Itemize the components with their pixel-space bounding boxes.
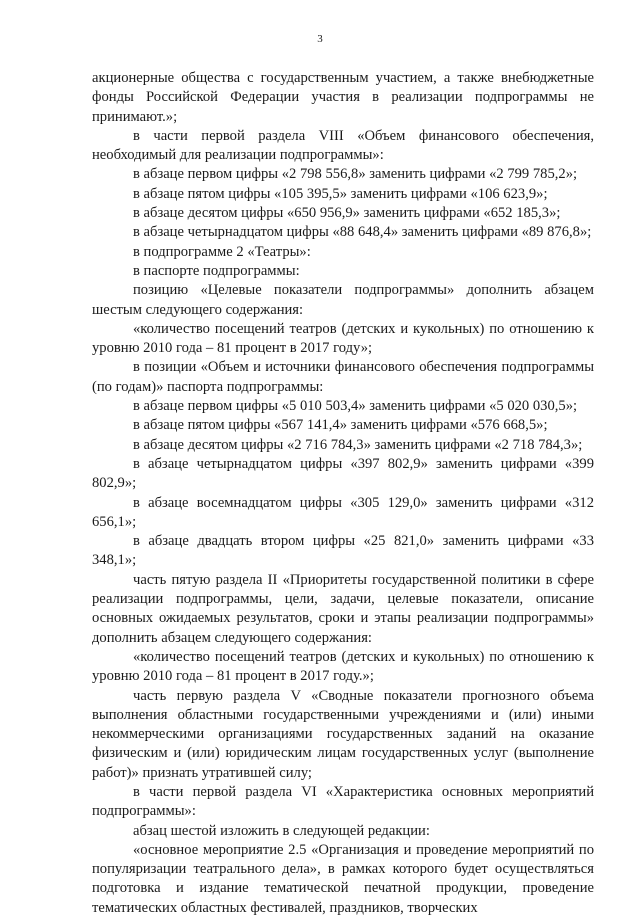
paragraph: в абзаце восемнадцатом цифры «305 129,0» заменить цифрами «312 656,1»; bbox=[92, 494, 594, 530]
paragraph: часть пятую раздела II «Приоритеты государственной политики в сфере реализации подпрограммы, цели, задачи, целевые показатели, описание основных ожидаемых результатов, сроки и этапы реализации подпрограммы» дополнить абзацем следующего содержания: bbox=[92, 571, 594, 646]
paragraph: в абзаце четырнадцатом цифры «88 648,4» заменить цифрами «89 876,8»; bbox=[133, 224, 592, 241]
paragraph: «основное мероприятие 2.5 «Организация и проведение мероприятий по популяризации театрального дела», в рамках которого будет осуществляться подготовка и издание тематической печатной продукции, проведение тематических областных фестивалей, праздников, творческих bbox=[92, 841, 594, 916]
paragraph: часть первую раздела V «Сводные показатели прогнозного объема выполнения областными государственными учреждениями и (или) иными некоммерческими организациями государственных заданий на оказание физическим и (или) юридическим лицам государственных услуг (выполнение работ)» признать утратившей силу; bbox=[92, 687, 594, 781]
paragraph: в абзаце первом цифры «2 798 556,8» заменить цифрами «2 799 785,2»; bbox=[133, 166, 578, 183]
document-body bbox=[92, 69, 594, 918]
paragraph: в части первой раздела VIII «Объем финансового обеспечения, необходимый для реализации подпрограммы»: bbox=[92, 127, 594, 164]
paragraph: в абзаце десятом цифры «650 956,9» заменить цифрами «652 185,3»; bbox=[133, 205, 561, 222]
paragraph: акционерные общества с государственным участием, а также внебюджетные фонды Российской Федерации участия в реализации подпрограммы не принимают.»; bbox=[92, 70, 594, 125]
paragraph: позицию «Целевые показатели подпрограммы» дополнить абзацем шестым следующего содержания: bbox=[92, 282, 594, 318]
paragraph: абзац шестой изложить в следующей редакции: bbox=[133, 822, 430, 839]
paragraph: в абзаце пятом цифры «567 141,4» заменить цифрами «576 668,5»; bbox=[133, 417, 548, 434]
paragraph: в абзаце первом цифры «5 010 503,4» заменить цифрами «5 020 030,5»; bbox=[133, 398, 578, 415]
paragraph: в абзаце десятом цифры «2 716 784,3» заменить цифрами «2 718 784,3»; bbox=[133, 436, 583, 453]
paragraph: в абзаце двадцать втором цифры «25 821,0» заменить цифрами «33 348,1»; bbox=[92, 533, 594, 569]
paragraph: в позиции «Объем и источники финансового обеспечения подпрограммы (по годам)» паспорта подпрограммы: bbox=[92, 359, 594, 395]
paragraph: в абзаце пятом цифры «105 395,5» заменить цифрами «106 623,9»; bbox=[133, 185, 548, 202]
page-number: 3 bbox=[317, 33, 323, 45]
paragraph: в паспорте подпрограммы: bbox=[133, 262, 300, 279]
paragraph: в абзаце четырнадцатом цифры «397 802,9» заменить цифрами «399 802,9»; bbox=[92, 455, 594, 492]
paragraph: в подпрограмме 2 «Театры»: bbox=[133, 243, 311, 260]
paragraph: «количество посещений театров (детских и кукольных) по отношению к уровню 2010 года – 81 процент в 2017 году»; bbox=[92, 320, 594, 357]
paragraph: «количество посещений театров (детских и кукольных) по отношению к уровню 2010 года – 81 процент в 2017 году.»; bbox=[92, 648, 594, 685]
paragraph: в части первой раздела VI «Характеристика основных мероприятий подпрограммы»: bbox=[92, 783, 594, 820]
